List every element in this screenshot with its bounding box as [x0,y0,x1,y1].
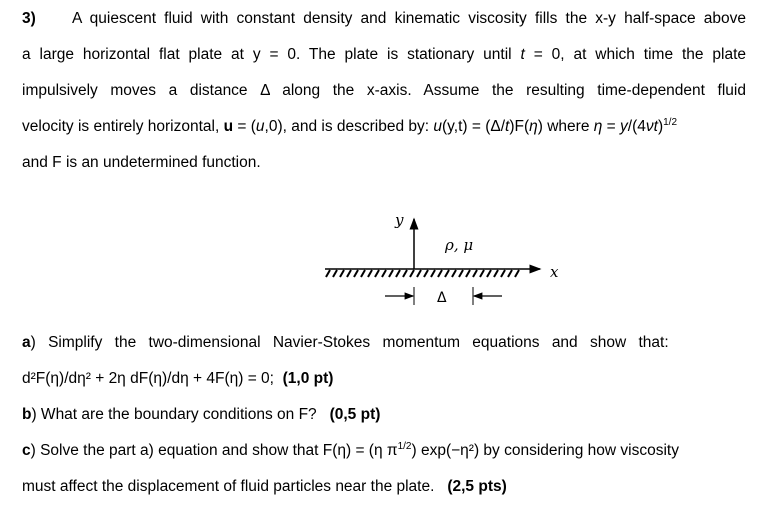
density-viscosity-label: ρ, μ [445,236,474,254]
part-c-points: (2,5 pts) [447,478,507,495]
t: νt [645,118,658,135]
part-c-exp: 1/2 [397,441,412,452]
problem-text-3: impulsively moves a distance Δ along the x-axis. Assume the resulting time-dependent fluid [22,82,746,99]
problem-line-2 [22,46,746,64]
part-a-line-1 [22,334,746,352]
part-a-points: (1,0 pt) [282,370,334,387]
part-c-label: c [22,442,31,459]
x-label: x [550,263,559,281]
y-label: y [395,211,404,229]
part-c-line-1 [22,442,746,460]
problem-text-4: velocity is entirely horizontal, [22,118,220,135]
plate-hatching [326,270,519,277]
t: u [255,118,265,135]
part-a-text: ) Simplify the two-dimensional Navier-Stokes momentum equations and show that: [30,334,669,351]
delta-label: Δ [437,290,447,305]
t: (y,t) = (Δ/ [442,118,506,135]
t: /(4 [627,118,646,135]
problem-text-2b: = 0, at which time the plate [524,46,746,63]
part-c-text: ) Solve the part a) equation and show that F(η) = (η π [30,442,398,459]
problem-line-4 [22,118,746,136]
part-b-points: (0,5 pt) [329,406,381,423]
problem-line-5 [22,154,746,172]
part-c-text-end: ) exp(−η²) by considering how viscosity [411,442,679,459]
t: η [529,118,538,135]
part-b-line [22,406,746,424]
t: )F( [509,118,530,135]
t: ) [657,118,664,135]
t: 1/2 [663,117,678,128]
plate-diagram [320,205,560,305]
problem-text-1: A quiescent fluid with constant density and kinematic viscosity fills the x-y half-space above [72,10,746,27]
part-c-text-2: must affect the displacement of fluid particles near the plate. [22,478,435,495]
part-a-line-2 [22,370,746,388]
part-b-text: ) What are the boundary conditions on F? [31,406,317,423]
problem-text-5: and F is an undetermined function. [22,154,261,171]
t: = ( [233,118,256,135]
part-c-line-2 [22,478,746,496]
t: ,0), and is described by: [264,118,434,135]
t: u [433,118,443,135]
t: η [593,118,603,135]
problem-number: 3) [22,10,36,27]
part-a-label: a [22,334,31,351]
problem-text-2: a large horizontal flat plate at y = 0. The plate is stationary until [22,46,512,63]
vec-u: u [223,118,234,135]
t: y [620,118,628,135]
part-b-label: b [22,406,32,423]
var-t: t [520,46,525,63]
t: t [505,118,510,135]
problem-line-3 [22,82,746,100]
part-a-equation: d²F(η)/dη² + 2η dF(η)/dη + 4F(η) = 0; [22,370,274,387]
t: ) where [537,118,594,135]
problem-line-1 [22,10,746,28]
t: = [602,118,621,135]
